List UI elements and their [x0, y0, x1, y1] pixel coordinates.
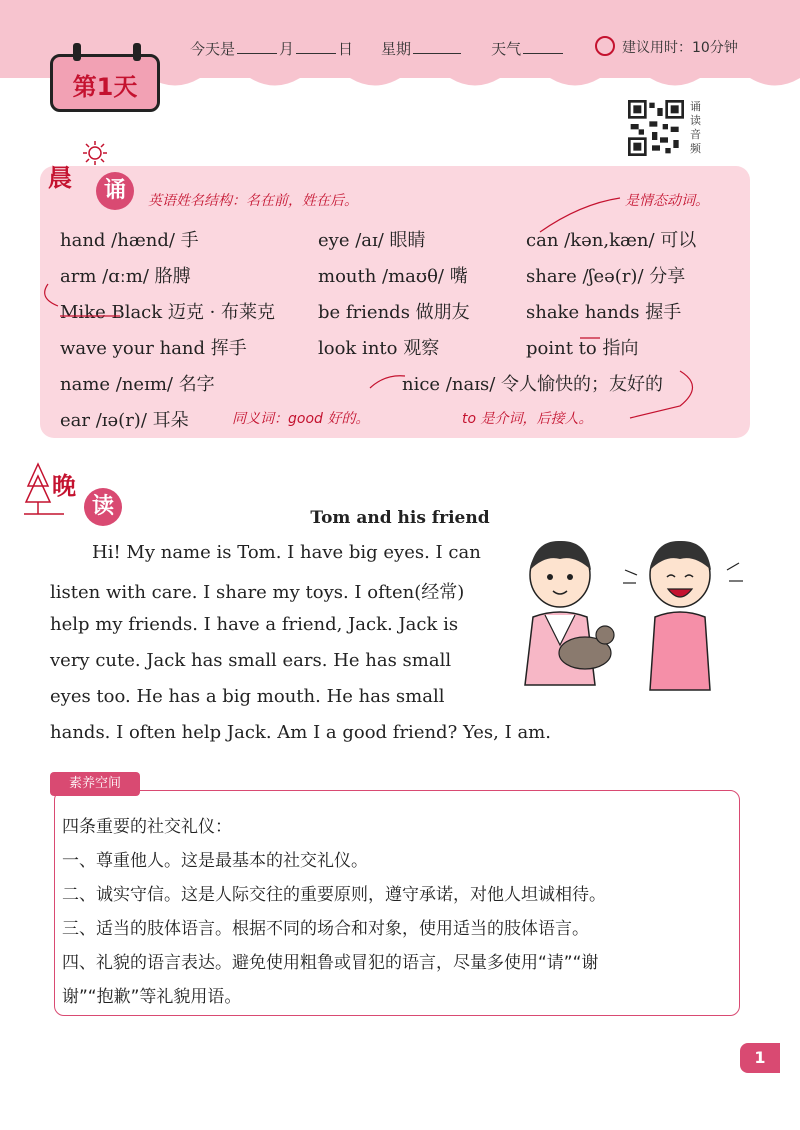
vocab-item: look into 观察	[318, 338, 440, 359]
morning-title-char2: 诵	[96, 172, 134, 210]
literacy-line: 谢”“抱歉”等礼貌用语。	[62, 987, 242, 1007]
vocab-item: point to 指向	[526, 338, 639, 359]
qr-code-icon[interactable]	[628, 100, 684, 156]
literacy-line: 三、适当的肢体语言。根据不同的场合和对象，使用适当的肢体语言。	[62, 919, 589, 939]
literacy-line: 四、礼貌的语言表达。避免使用粗鲁或冒犯的语言，尽量多使用“请”“谢	[62, 953, 599, 973]
literacy-tag: 素养空间	[50, 772, 140, 796]
evening-title-char2: 读	[84, 488, 122, 526]
evening-title	[24, 458, 124, 528]
literacy-line: 一、尊重他人。这是最基本的社交礼仪。	[62, 851, 368, 871]
calendar-rings-icon	[67, 43, 147, 63]
literacy-line: 四条重要的社交礼仪：	[62, 817, 232, 837]
story-line: help my friends. I have a friend, Jack. Jack is	[50, 614, 459, 635]
story-line: very cute. Jack has small ears. He has small	[50, 650, 452, 671]
vocab-item: mouth /maʊθ/ 嘴	[318, 266, 468, 287]
morning-title-char1: 晨	[48, 164, 72, 192]
note-synonym: 同义词：good 好的。	[232, 411, 370, 427]
vocab-item: can /kən,kæn/ 可以	[526, 230, 697, 251]
vocab-item: nice /naɪs/ 令人愉快的；友好的	[402, 374, 663, 395]
vocab-item: shake hands 握手	[526, 302, 682, 323]
vocab-item: Mike Black 迈克 · 布莱克	[60, 302, 276, 323]
story-title: Tom and his friend	[310, 508, 490, 528]
day-label: 第1天	[72, 73, 138, 101]
vocab-item: ear /ɪə(r)/ 耳朵	[60, 410, 189, 431]
vocab-item: wave your hand 挥手	[60, 338, 247, 359]
vocab-item: name /neɪm/ 名字	[60, 374, 215, 395]
vocab-item: eye /aɪ/ 眼睛	[318, 230, 426, 251]
qr-caption: 诵读音频	[690, 100, 701, 155]
story-line: Hi! My name is Tom. I have big eyes. I can	[92, 542, 481, 563]
day-badge	[50, 54, 160, 112]
vocab-item: share /ʃeə(r)/ 分享	[526, 266, 686, 287]
note-preposition: to 是介词，后接人。	[462, 411, 593, 427]
note-name-structure: 英语姓名结构：名在前，姓在后。	[148, 193, 358, 209]
story-line: eyes too. He has a big mouth. He has small	[50, 686, 445, 707]
story-line: hands. I often help Jack. Am I a good friend? Yes, I am.	[50, 722, 551, 743]
story-line: listen with care. I share my toys. I often(经常)	[50, 582, 465, 603]
literacy-line: 二、诚实守信。这是人际交往的重要原则，遵守承诺，对他人坦诚相待。	[62, 885, 606, 905]
time-hint: 建议用时：10分钟	[622, 40, 738, 56]
page-number: 1	[740, 1043, 780, 1073]
note-modal-verb: 是情态动词。	[625, 193, 709, 209]
vocab-item: hand /hænd/ 手	[60, 230, 199, 251]
evening-title-char1: 晚	[52, 472, 76, 500]
date-weather-line: 今天是 月 日 星期 天气	[190, 38, 565, 59]
vocab-item: be friends 做朋友	[318, 302, 470, 323]
two-boys-illustration	[505, 535, 750, 700]
annotation-lines	[40, 166, 750, 438]
clock-icon	[595, 36, 615, 56]
vocab-item: arm /ɑːm/ 胳膊	[60, 266, 191, 287]
